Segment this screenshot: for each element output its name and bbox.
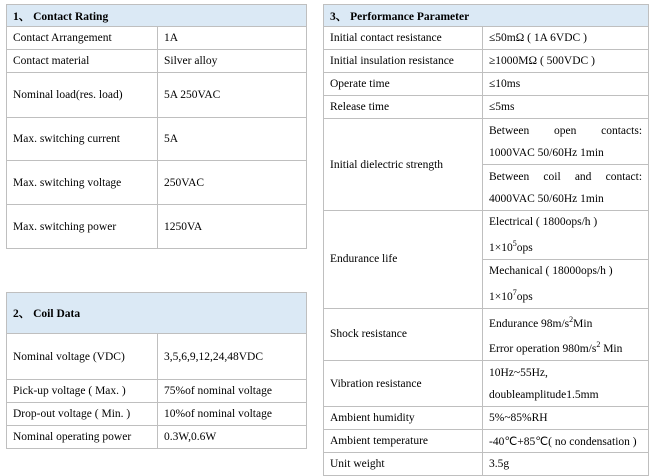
vibration-line1: 10Hz~55Hz, — [489, 366, 548, 379]
contact-rating-title: 1、 Contact Rating — [7, 5, 307, 27]
dielectric-open-contacts — [483, 119, 649, 165]
ambient-temperature-value: -40℃+85℃( no condensation ) — [483, 430, 649, 453]
endurance-mechanical-unit: ops — [516, 290, 533, 303]
contact-arrangement-value: 1A — [158, 27, 307, 50]
endurance-electrical-base: 1×10 — [489, 241, 513, 254]
dielectric-strength-label: Initial dielectric strength — [324, 119, 483, 211]
max-switching-power-value: 1250VA — [158, 205, 307, 249]
endurance-life-label: Endurance life — [324, 211, 483, 309]
endurance-mechanical-line2 — [489, 282, 642, 308]
shock-line2-text: Error operation 980m/s — [489, 343, 597, 356]
nominal-voltage-label: Nominal voltage (VDC) — [7, 334, 158, 380]
ambient-humidity-label: Ambient humidity — [324, 407, 483, 430]
dropout-voltage-value: 10%of nominal voltage — [158, 403, 307, 426]
vibration-resistance-label: Vibration resistance — [324, 361, 483, 407]
endurance-electrical-unit: ops — [516, 241, 533, 254]
insulation-resistance-value: ≥1000MΩ ( 500VDC ) — [483, 50, 649, 73]
ambient-humidity-value: 5%~85%RH — [483, 407, 649, 430]
operate-time-label: Operate time — [324, 73, 483, 96]
contact-resistance-label: Initial contact resistance — [324, 27, 483, 50]
nominal-voltage-value: 3,5,6,9,12,24,48VDC — [158, 334, 307, 380]
shock-line2-sup: 2 — [596, 340, 601, 350]
nominal-operating-power-label: Nominal operating power — [7, 426, 158, 449]
shock-line2-unit: Min — [600, 343, 623, 356]
endurance-mechanical-exp: 7 — [512, 287, 517, 297]
endurance-mechanical — [483, 259, 649, 308]
nominal-load-value: 5A 250VAC — [158, 73, 307, 118]
dielectric-open-line1: Between open contacts: — [489, 124, 643, 137]
coil-data-table — [6, 292, 307, 449]
endurance-mechanical-base: 1×10 — [489, 290, 513, 303]
contact-material-label: Contact material — [7, 50, 158, 73]
vibration-resistance-value — [483, 361, 649, 407]
max-switching-power-label: Max. switching power — [7, 205, 158, 249]
endurance-electrical-line1: Electrical ( 1800ops/h ) — [489, 216, 598, 228]
endurance-electrical-exp: 5 — [512, 239, 517, 248]
contact-material-value: Silver alloy — [158, 50, 307, 73]
endurance-electrical-line2 — [489, 233, 642, 259]
insulation-resistance-label: Initial insulation resistance — [324, 50, 483, 73]
performance-title: 3、 Performance Parameter — [324, 5, 649, 27]
contact-arrangement-label: Contact Arrangement — [7, 27, 158, 50]
endurance-electrical — [483, 211, 649, 260]
dielectric-coil-contact — [483, 165, 649, 211]
shock-line1-unit: Min — [573, 317, 593, 330]
max-switching-current-label: Max. switching current — [7, 118, 158, 161]
endurance-mechanical-line1: Mechanical ( 18000ops/h ) — [489, 264, 613, 277]
shock-line1-sup: 2 — [569, 314, 574, 324]
ambient-temperature-label: Ambient temperature — [324, 430, 483, 453]
unit-weight-label: Unit weight — [324, 453, 483, 476]
unit-weight-value: 3.5g — [483, 453, 649, 476]
nominal-load-label: Nominal load(res. load) — [7, 73, 158, 118]
pickup-voltage-label: Pick-up voltage ( Max. ) — [7, 380, 158, 403]
operate-time-value: ≤10ms — [483, 73, 649, 96]
shock-line2 — [489, 334, 642, 360]
dropout-voltage-label: Drop-out voltage ( Min. ) — [7, 403, 158, 426]
max-switching-voltage-label: Max. switching voltage — [7, 161, 158, 205]
shock-resistance-label: Shock resistance — [324, 308, 483, 361]
dielectric-coil-line2: 4000VAC 50/60Hz 1min — [489, 192, 604, 205]
pickup-voltage-value: 75%of nominal voltage — [158, 380, 307, 403]
nominal-operating-power-value: 0.3W,0.6W — [158, 426, 307, 449]
release-time-label: Release time — [324, 96, 483, 119]
contact-rating-table — [6, 4, 307, 249]
dielectric-coil-line1: Between coil and contact: — [489, 170, 643, 183]
contact-resistance-value: ≤50mΩ ( 1A 6VDC ) — [483, 27, 649, 50]
release-time-value: ≤5ms — [483, 96, 649, 119]
max-switching-current-value: 5A — [158, 118, 307, 161]
max-switching-voltage-value: 250VAC — [158, 161, 307, 205]
coil-data-title: 2、 Coil Data — [7, 293, 307, 334]
vibration-line2: doubleamplitude1.5mm — [489, 388, 599, 401]
shock-line1 — [489, 309, 642, 335]
shock-line1-text: Endurance 98m/s — [489, 317, 570, 330]
performance-table — [323, 4, 649, 476]
shock-resistance-value — [483, 308, 649, 361]
dielectric-open-line2: 1000VAC 50/60Hz 1min — [489, 146, 604, 159]
